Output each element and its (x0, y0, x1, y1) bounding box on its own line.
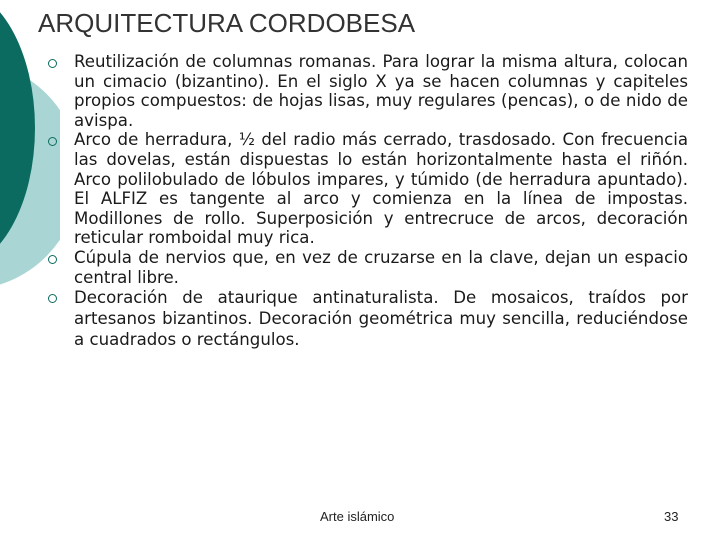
footer-text: Arte islámico (320, 509, 395, 524)
hollow-circle-bullet-icon (48, 137, 57, 146)
page-number: 33 (664, 509, 679, 524)
bullet-text: Reutilización de columnas romanas. Para lograr la misma altura, colocan un cimacio (bizantino). En el siglo X ya se hacen columnas y capiteles propios compuestos: de hojas lisas, muy regulares (pencas), o de nido de avispa. (74, 52, 688, 130)
bullet-text: Cúpula de nervios que, en vez de cruzarse en la clave, dejan un espacio central libre. (74, 247, 688, 287)
bullet-text: Arco de herradura, ½ del radio más cerrado, trasdosado. Con frecuencia las dovelas, están dispuestas lo están horizontalmente hasta el riñón. Arco polilobulado de lóbulos impares, y túmido (de herradura apuntado). El ALFIZ es tangente al arco y comienza en la línea de impostas. Modillones de rollo. Superposición y entrecruce de arcos, decoración reticular romboidal muy rica. (74, 130, 688, 248)
hollow-circle-bullet-icon (48, 59, 57, 68)
bullet-list (48, 52, 688, 350)
list-item (48, 287, 688, 350)
list-item (48, 52, 688, 130)
hollow-circle-bullet-icon (48, 294, 57, 303)
list-item (48, 248, 688, 287)
slide-title: ARQUITECTURA CORDOBESA (38, 8, 416, 38)
bullet-text: Decoración de ataurique antinaturalista. De mosaicos, traídos por artesanos bizantinos. Decoración geométrica muy sencilla, reduciéndose a cuadrados o rectángulos. (74, 288, 688, 350)
hollow-circle-bullet-icon (48, 255, 57, 264)
list-item (48, 130, 688, 248)
